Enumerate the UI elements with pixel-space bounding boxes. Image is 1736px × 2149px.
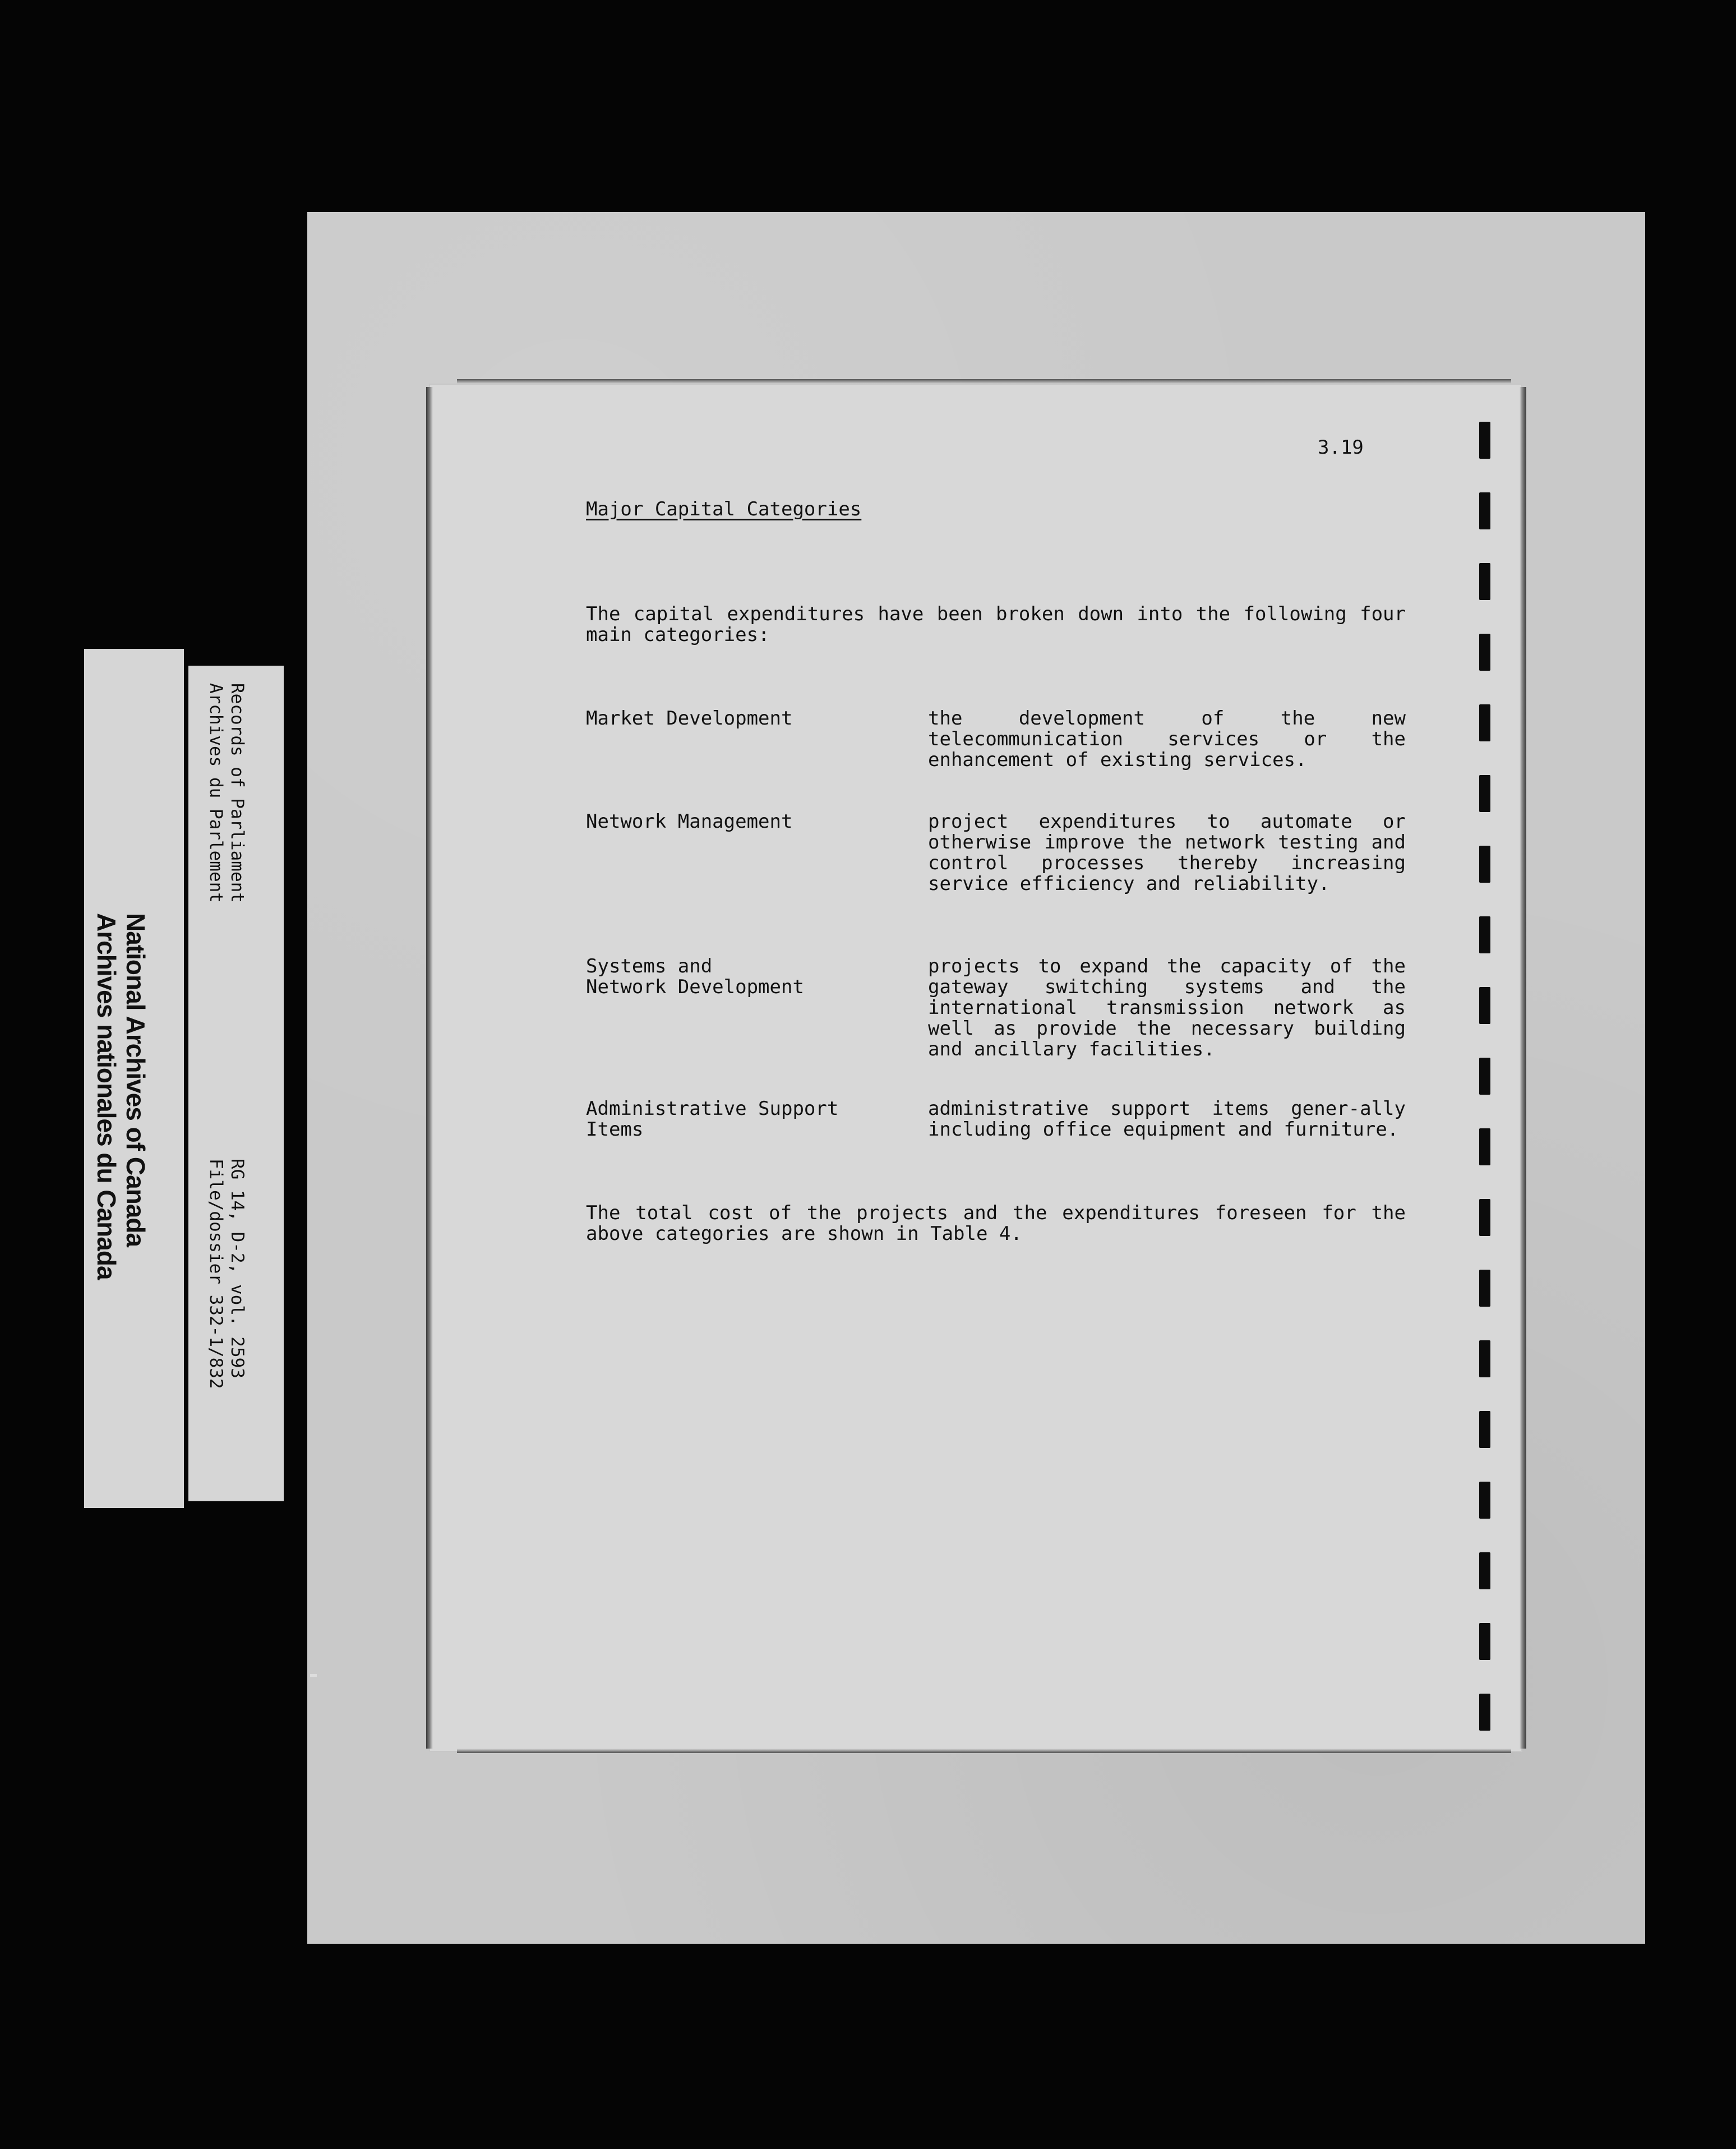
binding-mark [1479,1058,1490,1095]
binding-mark [1479,704,1490,741]
binding-mark [1479,1694,1490,1731]
binding-marks [1479,422,1493,1728]
category-term-systems-network-development: Systems and Network Development [586,955,804,998]
category-description-systems-network-development: projects to expand the capacity of the gateway switching systems and the international transmission network as well as provide the necessary building and ancillary facilities. [928,955,1406,1060]
institution-name-fr: Archives nationales du Canada [92,913,121,1280]
records-name-fr: Archives du Parlement [206,683,226,903]
binding-mark [1479,1482,1490,1519]
institution-name-en: National Archives of Canada [121,913,150,1247]
binding-mark [1479,1623,1490,1660]
binding-mark [1479,492,1490,529]
intro-paragraph: The capital expenditures have been broken down into the following four main categories: [586,603,1406,646]
category-term-network-management: Network Management [586,810,793,833]
binding-mark [1479,422,1490,459]
file-number: File/dossier 332-1/832 [206,1159,226,1389]
binding-mark [1479,1411,1490,1448]
category-description-market-development: the development of the new telecommunication services or the enhancement of existing services. [928,707,1406,771]
binding-mark [1479,1128,1490,1165]
records-name-en: Records of Parliament [227,683,247,903]
category-term-market-development: Market Development [586,707,793,730]
binding-mark [1479,775,1490,812]
page-edge-left [426,387,433,1749]
document-page [429,384,1522,1752]
binding-mark [1479,1270,1490,1307]
page-edge-right [1520,387,1526,1749]
page-edge-bottom [457,1749,1511,1753]
category-description-administrative-support: administrative support items gener-ally including office equipment and furniture. [928,1097,1406,1141]
section-heading: Major Capital Categories [586,498,862,520]
binding-mark [1479,987,1490,1024]
binding-mark [1479,916,1490,953]
binding-mark [1479,1552,1490,1589]
closing-paragraph: The total cost of the projects and the expenditures foreseen for the above categories are shown in Table 4. [586,1202,1406,1245]
film-speck [310,1674,317,1677]
category-term-administrative-support: Administrative Support Items [586,1097,839,1141]
binding-mark [1479,1340,1490,1377]
page-number: 3.19 [1318,436,1364,459]
binding-mark [1479,563,1490,600]
binding-mark [1479,846,1490,883]
binding-mark [1479,634,1490,671]
binding-mark [1479,1199,1490,1236]
record-group-reference: RG 14, D-2, vol. 2593 [227,1159,247,1378]
file-reference-label [205,1159,248,1389]
archives-institution-label [92,913,150,1280]
records-label [205,683,248,903]
page-edge-top [457,379,1511,384]
category-description-network-management: project expenditures to automate or otherwise improve the network testing and control processes thereby increasing service efficiency and reliability. [928,810,1406,895]
